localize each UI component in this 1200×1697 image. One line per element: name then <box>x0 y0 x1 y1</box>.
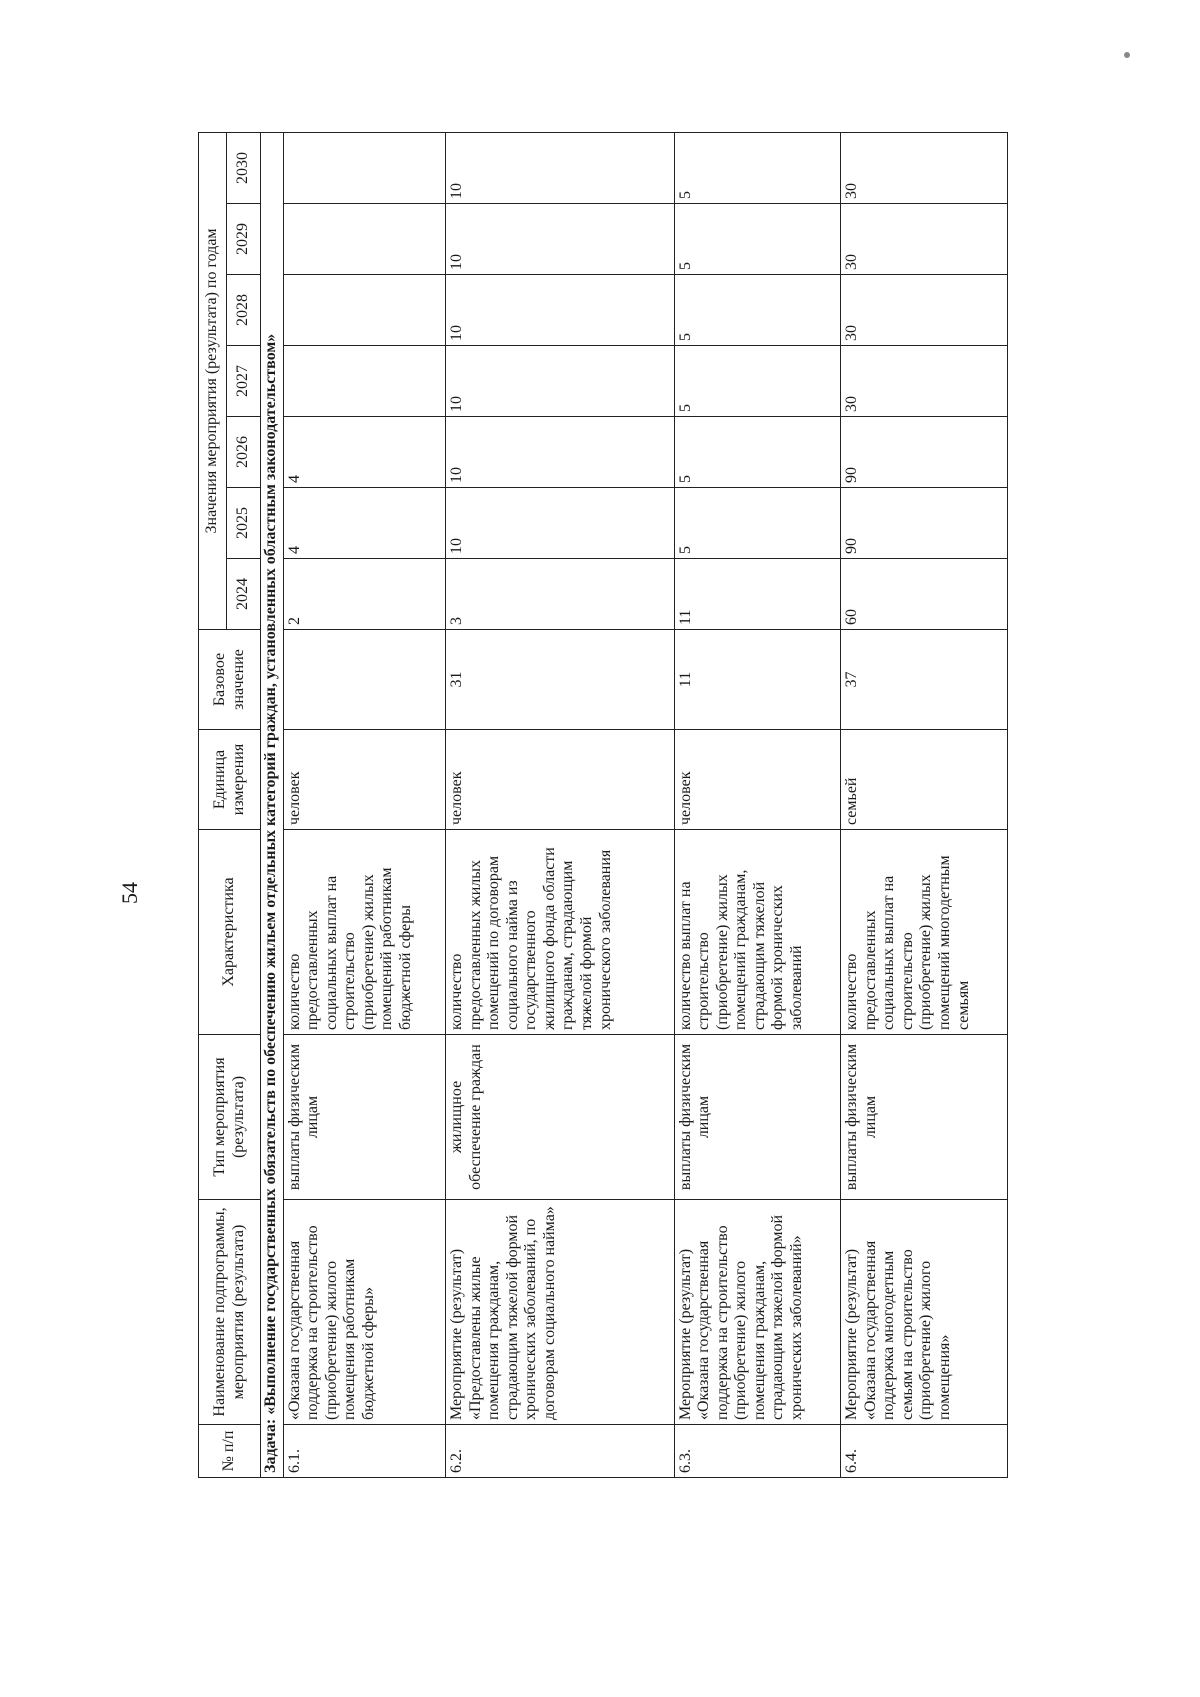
row-value: 10 <box>446 132 674 203</box>
header-year: 2028 <box>227 275 261 346</box>
row-type: выплаты физическим лицам <box>841 1035 1008 1200</box>
row-characteristic: количество предоставленных социальных выплат на строительство (приобретение) жилых помещений работникам бюджетной сферы <box>283 830 446 1035</box>
row-base: 11 <box>674 630 841 730</box>
page-number: 54 <box>117 882 142 904</box>
header-year: 2029 <box>227 204 261 275</box>
row-value: 5 <box>674 132 841 203</box>
header-year: 2027 <box>227 346 261 417</box>
row-value: 10 <box>446 204 674 275</box>
row-value: 5 <box>674 275 841 346</box>
row-value: 30 <box>841 204 1008 275</box>
row-value: 4 <box>283 488 446 559</box>
row-value: 2 <box>283 559 446 630</box>
row-value: 10 <box>446 275 674 346</box>
row-value <box>283 204 446 275</box>
row-type: выплаты физическим лицам <box>283 1035 446 1200</box>
rotated-table-container <box>198 133 1008 1478</box>
row-value: 30 <box>841 132 1008 203</box>
row-value: 60 <box>841 559 1008 630</box>
header-num: № п/п <box>199 1425 261 1478</box>
header-type: Тип мероприятия (результата) <box>199 1035 261 1200</box>
row-value: 10 <box>446 346 674 417</box>
row-type: жилищное обеспечение граждан <box>446 1035 674 1200</box>
table-row <box>841 132 1008 1477</box>
header-name: Наименование подпрограммы, мероприятия (результата) <box>199 1200 261 1425</box>
row-value: 5 <box>674 488 841 559</box>
row-name: Мероприятие (результат) «Предоставлены жилые помещения гражданам, страдающим тяжелой формой хронических заболеваний, по договорам социального найма» <box>446 1200 674 1425</box>
row-unit: человек <box>446 730 674 830</box>
header-year: 2030 <box>227 132 261 203</box>
header-year: 2024 <box>227 559 261 630</box>
row-value <box>283 132 446 203</box>
row-value: 90 <box>841 488 1008 559</box>
row-name: Мероприятие (результат) «Оказана государственная поддержка многодетным семьям на строительство (приобретение) жилого помещения» <box>841 1200 1008 1425</box>
table-row <box>674 132 841 1477</box>
row-name: Мероприятие (результат) «Оказана государственная поддержка на строительство (приобретение) жилого помещения гражданам, страдающим тяжелой формой хронических заболеваний» <box>674 1200 841 1425</box>
row-unit: человек <box>283 730 446 830</box>
row-num: 6.4. <box>841 1425 1008 1478</box>
header-base: Базовое значение <box>199 630 261 730</box>
header-year: 2026 <box>227 417 261 488</box>
row-base <box>283 630 446 730</box>
row-unit: семьей <box>841 730 1008 830</box>
row-value <box>283 346 446 417</box>
row-value: 10 <box>446 488 674 559</box>
header-year: 2025 <box>227 488 261 559</box>
row-value: 5 <box>674 417 841 488</box>
row-value: 10 <box>446 417 674 488</box>
task-row: Задача: «Выполнение государственных обязательств по обеспечению жильем отдельных категорий граждан, установленных областным законодательством» <box>261 132 284 1477</box>
row-value: 4 <box>283 417 446 488</box>
row-num: 6.2. <box>446 1425 674 1478</box>
indicators-table <box>198 132 1008 1478</box>
header-unit: Единица измерения <box>199 730 261 830</box>
row-characteristic: количество выплат на строительство (приобретение) жилых помещений гражданам, страдающим тяжелой формой хронических заболеваний <box>674 830 841 1035</box>
scan-speck <box>1124 52 1130 58</box>
row-num: 6.1. <box>283 1425 446 1478</box>
row-base: 31 <box>446 630 674 730</box>
table-row <box>446 132 674 1477</box>
row-characteristic: количество предоставленных жилых помещений по договорам социального найма из государственного жилищного фонда области гражданам, страдающим тяжелой формой хронического заболевания <box>446 830 674 1035</box>
row-value <box>283 275 446 346</box>
row-num: 6.3. <box>674 1425 841 1478</box>
row-value: 5 <box>674 346 841 417</box>
header-values-group: Значения мероприятия (результата) по годам <box>199 132 227 629</box>
row-type: выплаты физическим лицам <box>674 1035 841 1200</box>
row-characteristic: количество предоставленных социальных выплат на строительство (приобретение) жилых помещений многодетным семьям <box>841 830 1008 1035</box>
row-name: «Оказана государственная поддержка на строительство (приобретение) жилого помещения работникам бюджетной сферы» <box>283 1200 446 1425</box>
row-value: 30 <box>841 346 1008 417</box>
row-value: 90 <box>841 417 1008 488</box>
row-value: 30 <box>841 275 1008 346</box>
row-value: 3 <box>446 559 674 630</box>
row-unit: человек <box>674 730 841 830</box>
header-characteristic: Характеристика <box>199 830 261 1035</box>
table-row <box>283 132 446 1477</box>
row-value: 5 <box>674 204 841 275</box>
row-value: 11 <box>674 559 841 630</box>
row-base: 37 <box>841 630 1008 730</box>
